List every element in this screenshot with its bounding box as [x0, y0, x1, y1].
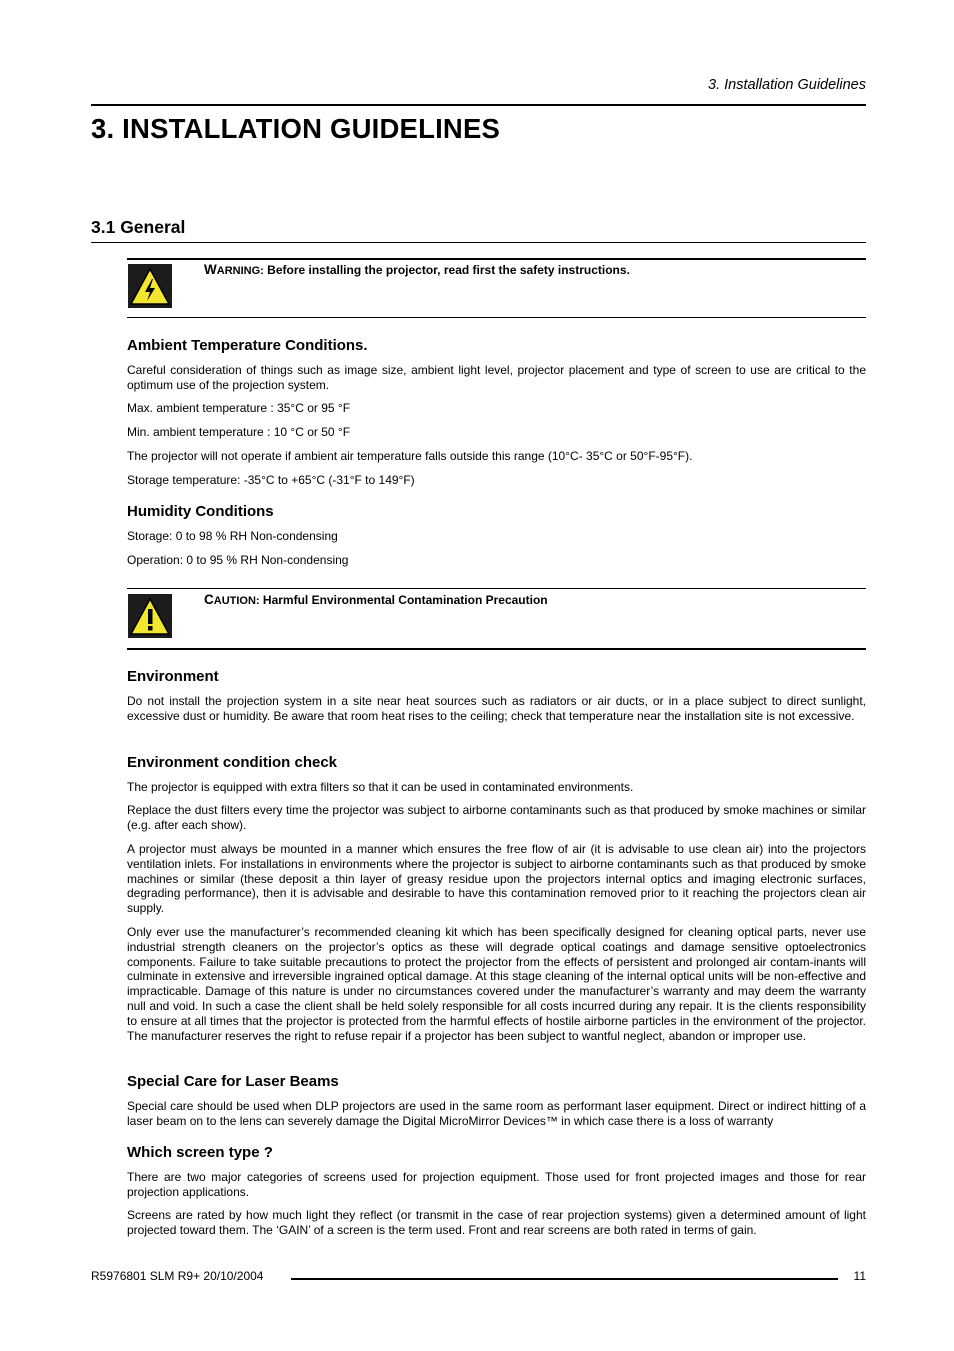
notice-bottom-rule: [127, 317, 866, 318]
screen-paragraph-1: There are two major categories of screens used for projection equipment. Those used for front projected images and those for rear projection applications.: [127, 1170, 866, 1199]
chapter-title: 3. INSTALLATION GUIDELINES: [91, 113, 501, 144]
footer-rule: [291, 1278, 838, 1280]
warning-notice: [127, 258, 866, 320]
screen-type-heading: Which screen type ?: [127, 1144, 273, 1161]
section-rule: [91, 242, 866, 243]
notice-bottom-rule: [127, 648, 866, 650]
environment-check-heading: Environment condition check: [127, 754, 338, 771]
storage-temperature: Storage temperature: -35°C to +65°C (-31°F to 149°F): [127, 473, 415, 487]
high-voltage-warning-icon: [128, 264, 172, 308]
warning-text: [204, 262, 630, 277]
caution-body: Harmful Environmental Contamination Precaution: [262, 593, 548, 607]
caution-text: [204, 592, 548, 607]
env-check-paragraph-1: The projector is equipped with extra filters so that it can be used in contaminated environments.: [127, 780, 634, 794]
caution-lead-rest: AUTION:: [213, 595, 260, 607]
env-check-paragraph-4: Only ever use the manufacturer’s recommended cleaning kit which has been specifically designed for cleaning optical parts, never use industrial strength cleaners on the projector’s optics as these will degrade optical coatings and damage sensitive optoelectronics components. Failure to take suitable precautions to protect the projector from the effects of persistent and prolonged air contam-inants will culminate in extensive and irreversible ingrained optical damage. At this stage cleaning of the internal optical units will be non-effective and impracticable. Damage of this nature is under no circumstances covered under the manufacturer’s warranty and may deem the warranty null and void. In such a case the client shall be held solely responsible for all costs incurred during any repair. It is the clients responsibility to ensure at all times that the projector is protected from the harmful effects of hostile airborne particles in the environment of the projector. The manufacturer reserves the right to refuse repair if a projector has been subject to wantful neglect, abandon or improper use.: [127, 925, 866, 1043]
notice-top-rule: [127, 258, 866, 260]
ambient-paragraph-1: Careful consideration of things such as image size, ambient light level, projector placement and type of screen to use are critical to the optimum use of the projection system.: [127, 363, 866, 392]
environment-paragraph: Do not install the projection system in a site near heat sources such as radiators or air ducts, or in a place subject to direct sunlight, excessive dust or humidity. Be aware that room heat rises to the ceiling; check that temperature near the installation site is not excessive.: [127, 694, 866, 723]
operating-range-note: The projector will not operate if ambient air temperature falls outside this range (10°C- 35°C or 50°F-95°F).: [127, 449, 693, 463]
env-check-paragraph-2: Replace the dust filters every time the projector was subject to airborne contaminants such as that produced by smoke machines or similar (e.g. after each show).: [127, 803, 866, 832]
warning-body: Before installing the projector, read first the safety instructions.: [267, 263, 630, 277]
footer-page-number: 11: [853, 1269, 866, 1283]
exclamation-caution-icon: [128, 594, 172, 638]
laser-heading: Special Care for Laser Beams: [127, 1073, 339, 1090]
warning-lead-cap: W: [204, 262, 217, 277]
caution-lead-cap: C: [204, 592, 214, 607]
operation-humidity: Operation: 0 to 95 % RH Non-condensing: [127, 553, 349, 567]
header-rule: [91, 104, 866, 106]
humidity-heading: Humidity Conditions: [127, 503, 274, 520]
environment-heading: Environment: [127, 668, 219, 685]
caution-notice: [127, 588, 866, 652]
section-title: 3.1 General: [91, 217, 186, 237]
storage-humidity: Storage: 0 to 98 % RH Non-condensing: [127, 529, 338, 543]
laser-paragraph: Special care should be used when DLP projectors are used in the same room as performant laser equipment. Direct or indirect hitting of a laser beam on to the lens can severely damage the Digital MicroMirror Devices™ in which case there is a loss of warranty: [127, 1099, 866, 1128]
warning-lead-rest: ARNING:: [216, 265, 264, 277]
env-check-paragraph-3: A projector must always be mounted in a manner which ensures the free flow of air (it is advisable to use clean air) into the projectors ventilation inlets. For installations in environments where the projector is subject to airborne contaminants such as that produced by smoke machines or similar (these deposit a thin layer of greasy residue upon the projectors internal optics and imaging electronic surfaces, degrading performance), then it is advisable and desirable to have this contamination removed prior to it reaching the projectors clean air supply.: [127, 842, 866, 916]
max-ambient-temperature: Max. ambient temperature : 35°C or 95 °F: [127, 401, 351, 415]
running-header: 3. Installation Guidelines: [708, 77, 866, 93]
screen-paragraph-2: Screens are rated by how much light they reflect (or transmit in the case of rear projection systems) given a determined amount of light projected toward them. The ‘GAIN’ of a screen is the term used. Front and rear screens are both rated in terms of gain.: [127, 1208, 866, 1237]
ambient-heading: Ambient Temperature Conditions.: [127, 337, 368, 354]
footer-document-reference: R5976801 SLM R9+ 20/10/2004: [91, 1269, 264, 1283]
min-ambient-temperature: Min. ambient temperature : 10 °C or 50 °F: [127, 425, 351, 439]
notice-top-rule: [127, 588, 866, 589]
